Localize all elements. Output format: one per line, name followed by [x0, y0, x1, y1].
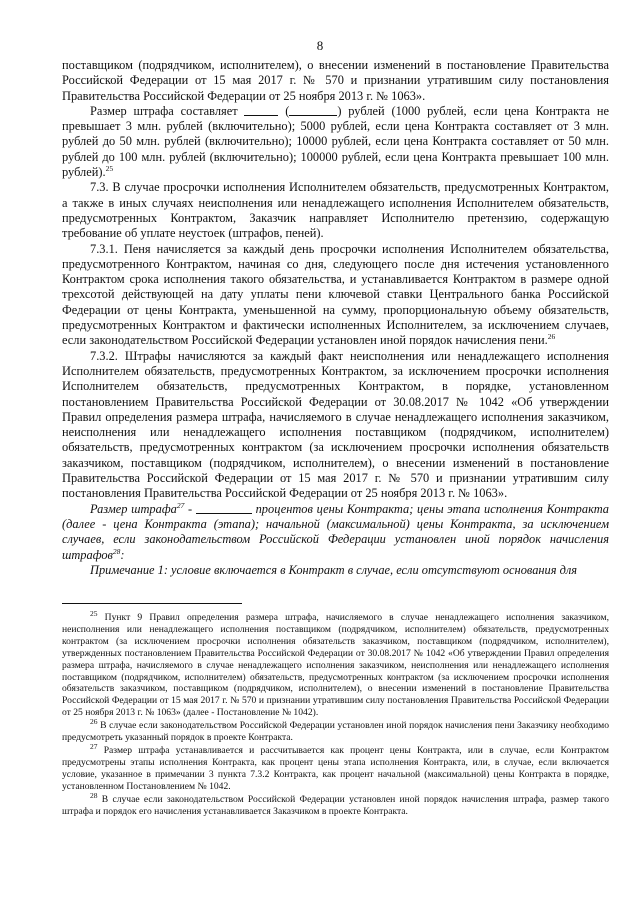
paragraph-fine-amount	[62, 104, 609, 180]
footnote-number: 28	[90, 790, 98, 800]
document-body	[62, 58, 609, 578]
paragraph-text: ) рублей (1000 рублей, если цена Контракта не превышает 3 млн. рублей (включительно); 5000 рублей, если цена Контракта составляет от 3 млн. рублей до 50 млн. рублей (включительно); 10000 рублей, если цена Контракта составляет от 50 млн. рублей до 100 млн. рублей (включительно); 100000 рублей, если цена Контракта превышает 100 млн. рублей).	[62, 103, 609, 180]
footnote-26	[62, 716, 610, 744]
paragraph-note-1	[62, 563, 609, 578]
paragraph-text: 7.3.2. Штрафы начисляются за каждый факт неисполнения или ненадлежащего исполнения Исполнителем обязательств, предусмотренных Контрактом, за исключением просрочки исполнения Исполнителем обязательств, предусмотренных Контрактом, в порядке, установленном постановлением Правительства Российской Федерации от 30.08.2017 № 1042 «Об утверждении Правил определения размера штрафа, начисляемого в случае ненадлежащего исполнения заказчиком, неисполнения или ненадлежащего исполнения поставщиком (подрядчиком, исполнителем) обязательств, предусмотренных контрактом (за исключением просрочки исполнения обязательств заказчиком, поставщиком (подрядчиком, исполнителем), о внесении изменений в постановление Правительства Российской Федерации от 15 мая 2017 г. № 570 и признании утратившим силу постановления Правительства Российской Федерации от 25 ноября 2013 г. № 1063».	[62, 348, 609, 501]
paragraph-7-3-2	[62, 349, 609, 502]
footnote-text: Размер штрафа устанавливается и рассчитывается как процент цены Контракта, или в случае, если Контрактом предусмотрены этапы исполнения Контракта, как процент цены этапа исполнения Контракта, или, в случае, если включается условие, указанное в примечании 3 пункта 7.3.2 Контракта, как процент начальной (максимальной) цены Контракта в порядке, установленном Постановлением № 1042.	[62, 744, 609, 792]
paragraph-text: процентов цены Контракта; цены этапа исполнения Контракта (далее - цена Контракта (этапа); начальной (максимальной) цены Контракта, за исключением случаев, если законодательством Российской Федерации установлен иной порядок начисления штрафов	[62, 501, 610, 562]
footnote-text: Пункт 9 Правил определения размера штрафа, начисляемого в случае ненадлежащего исполнения заказчиком, неисполнения или ненадлежащего исполнения поставщиком (подрядчиком, исполнителем) обязательств, предусмотренных контрактом (за исключением просрочки исполнения обязательств заказчиком, поставщиком (подрядчиком, исполнителем), утвержденных постановлением Правительства Российской Федерации от 30.08.2017 № 1042 «Об утверждении Правил определения размера штрафа, начисляемого в случае ненадлежащего исполнения заказчиком, неисполнения или ненадлежащего исполнения поставщиком (подрядчиком, исполнителем) обязательств, предусмотренных контрактом (за исключением просрочки исполнения обязательств заказчиком, поставщиком (подрядчиком, исполнителем), о внесении изменений в постановление Правительства Российской Федерации от 15 мая 2017 г. № 570 и признании утратившим силу постановления Правительства Российской Федерации от 25 ноября 2013 г. № 1063» (далее - Постановление № 1042).	[62, 612, 609, 719]
page-number: 8	[316, 38, 324, 53]
blank-field-percent	[196, 503, 252, 514]
footnote-number: 26	[90, 716, 98, 726]
footnote-ref-28[interactable]: 28	[112, 546, 121, 556]
paragraph-fine-percent	[62, 502, 609, 563]
footnotes	[62, 608, 610, 818]
colon: :	[120, 547, 125, 562]
footnote-25	[62, 608, 609, 719]
paragraph-text: Размер штрафа составляет	[90, 103, 238, 118]
paragraph-text: поставщиком (подрядчиком, исполнителем), о внесении изменений в постановление Правительства Российской Федерации от 15 мая 2017 г. № 570 и признании утратившим силу постановления Правительства Российской Федерации от 25 ноября 2013 г. № 1063».	[62, 58, 609, 103]
blank-field-amount	[244, 105, 278, 116]
footnote-ref-27[interactable]: 27	[176, 500, 185, 510]
paragraph-7-3	[62, 180, 609, 241]
paren-open: (	[285, 103, 290, 118]
footnote-separator	[62, 603, 242, 604]
footnote-text: В случае если законодательством Российской Федерации установлен иной порядок начисления штрафа, размер такого штрафа и порядок его начисления устанавливается Заказчиком в проекте Контракта.	[62, 793, 609, 817]
paragraph-text: Размер штрафа	[90, 501, 177, 516]
paragraph-text: Примечание 1: условие включается в Контракт в случае, если отсутствуют основания для	[90, 562, 578, 577]
paragraph-text: 7.3.1. Пеня начисляется за каждый день просрочки исполнения Исполнителем обязательства, предусмотренного Контрактом, начиная со дня, следующего после дня истечения установленного Контрактом срока исполнения такого обязательства, и устанавливается Контрактом в размере одной трехсотой действующей на дату уплаты пени ключевой ставки Центрального банка Российской Федерации от цены Контракта, уменьшенной на сумму, пропорциональную объему обязательств, предусмотренных Контрактом и фактически исполненных Исполнителем, за исключением случаев, если законодательством Российской Федерации установлен иной порядок начисления пени.	[62, 241, 609, 348]
blank-field-amount-words	[289, 105, 337, 116]
footnote-27	[62, 741, 609, 793]
paragraph-7-3-1	[62, 242, 609, 349]
dash: -	[184, 501, 196, 516]
footnote-number: 27	[90, 741, 98, 751]
footnote-ref-26[interactable]: 26	[547, 332, 556, 342]
footnote-number: 25	[90, 608, 98, 618]
footnote-text: В случае если законодательством Российской Федерации установлен иной порядок начисления пени Заказчику необходимо предусмотреть указанный порядок в проекте Контракта.	[62, 720, 610, 744]
paragraph-continuation	[62, 58, 609, 104]
footnote-ref-25[interactable]: 25	[105, 163, 114, 173]
paragraph-text: 7.3. В случае просрочки исполнения Исполнителем обязательств, предусмотренных Контрактом, а также в иных случаях неисполнения или ненадлежащего исполнения Исполнителем обязательств, предусмотренных Контрактом, Заказчик направляет Исполнителю претензию, содержащую требование об уплате неустоек (штрафов, пеней).	[62, 180, 609, 241]
footnote-28	[62, 790, 609, 818]
